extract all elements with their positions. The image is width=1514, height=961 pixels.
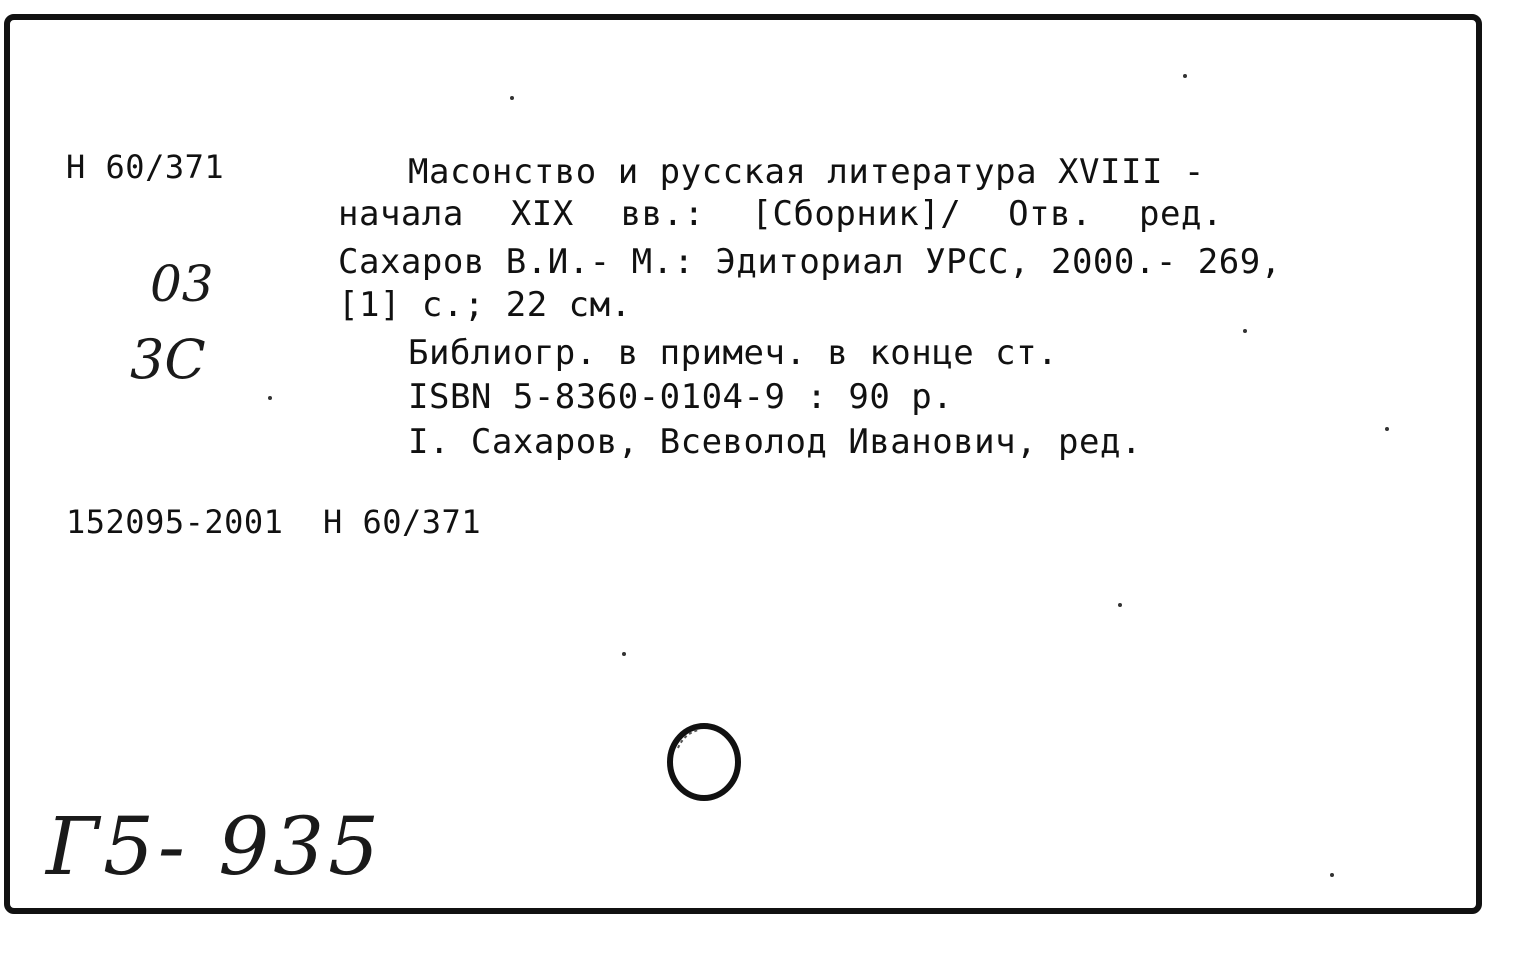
title-line: Масонство и русская литература XVIII - (408, 152, 1205, 192)
handwritten-note-top: 03 (150, 255, 214, 313)
speck (1183, 74, 1187, 78)
editor-publisher-line: Сахаров В.И.- М.: Эдиториал УРСС, 2000.- 269, (338, 242, 1282, 282)
handwritten-note-second: 3С (130, 328, 206, 391)
isbn-price: ISBN 5-8360-0104-9 : 90 р. (408, 377, 954, 417)
shelfmark: Н 60/371 (66, 148, 225, 186)
speck (510, 96, 514, 100)
handwritten-note-bottom: Г5- 935 (46, 800, 384, 893)
bibliography-note: Библиогр. в примеч. в конце ст. (408, 333, 1059, 373)
speck (268, 396, 272, 400)
accession-code: 152095-2001 Н 60/371 (66, 503, 482, 541)
speck (1243, 329, 1247, 333)
speck (1385, 427, 1389, 431)
punch-hole-icon (664, 722, 744, 802)
physical-description: [1] с.; 22 см. (338, 285, 632, 325)
speck (1330, 873, 1334, 877)
speck (1118, 603, 1122, 607)
added-entry: I. Сахаров, Всеволод Иванович, ред. (408, 422, 1142, 462)
title-continuation: начала XIX вв.: [Сборник]/ Отв. ред. (338, 194, 1223, 234)
speck (622, 652, 626, 656)
